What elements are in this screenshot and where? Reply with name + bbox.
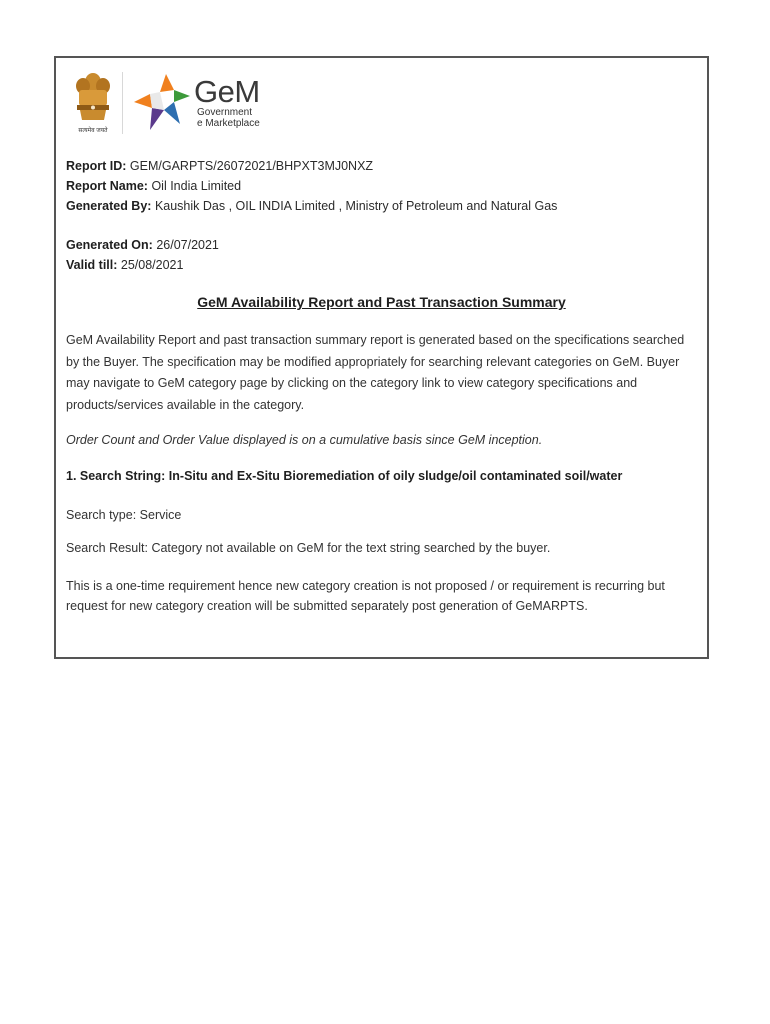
gem-wordmark: GeM xyxy=(194,74,260,109)
valid-till-value: 25/08/2021 xyxy=(120,258,184,272)
report-frame xyxy=(54,56,709,659)
generated-by-row xyxy=(66,198,557,214)
generated-on-row xyxy=(66,237,219,253)
valid-till-row xyxy=(66,257,183,273)
gem-tagline-line1: Government xyxy=(197,107,253,118)
report-name-value: Oil India Limited xyxy=(151,179,242,193)
report-name-row xyxy=(66,178,241,194)
closing-paragraph: This is a one-time requirement hence new category creation is not proposed / or requirement is recurring but request for new category creation will be submitted separately post generation of GeMARPTS. xyxy=(66,579,665,613)
cumulative-note: Order Count and Order Value displayed is on a cumulative basis since GeM inception. xyxy=(66,433,543,447)
report-id-value: GEM/GARPTS/26072021/BHPXT3MJ0NXZ xyxy=(129,159,374,173)
search-string-heading: 1. Search String: In-Situ and Ex-Situ Bioremediation of oily sludge/oil contaminated soil/water xyxy=(66,469,623,483)
report-title: GeM Availability Report and Past Transaction Summary xyxy=(197,294,566,310)
generated-on-value: 26/07/2021 xyxy=(156,238,219,252)
report-name-label: Report Name: xyxy=(66,179,148,193)
national-emblem-logo xyxy=(68,68,118,138)
intro-paragraph: GeM Availability Report and past transaction summary report is generated based on the specifications searched by the Buyer. The specification may be modified appropriately for searching relevant categories on GeM. Buyer may navigate to GeM category page by clicking on the category link to view category specifications and products/services available in the category. xyxy=(66,333,685,412)
gem-tagline-line2: e Marketplace xyxy=(197,118,260,129)
gem-star-icon xyxy=(130,68,192,138)
report-id-label: Report ID: xyxy=(66,159,127,173)
valid-till-label: Valid till: xyxy=(66,258,118,272)
generated-by-value: Kaushik Das , OIL INDIA Limited , Ministry of Petroleum and Natural Gas xyxy=(154,199,558,213)
search-type: Search type: Service xyxy=(66,508,182,522)
report-id-row xyxy=(66,158,373,174)
gem-tagline xyxy=(197,107,260,129)
lion-capital-icon xyxy=(68,68,118,126)
generated-on-label: Generated On: xyxy=(66,238,153,252)
generated-by-label: Generated By: xyxy=(66,199,152,213)
emblem-caption: सत्यमेव जयते xyxy=(78,128,108,134)
search-result: Search Result: Category not available on GeM for the text string searched by the buyer. xyxy=(66,541,551,555)
logo-divider xyxy=(122,72,123,134)
